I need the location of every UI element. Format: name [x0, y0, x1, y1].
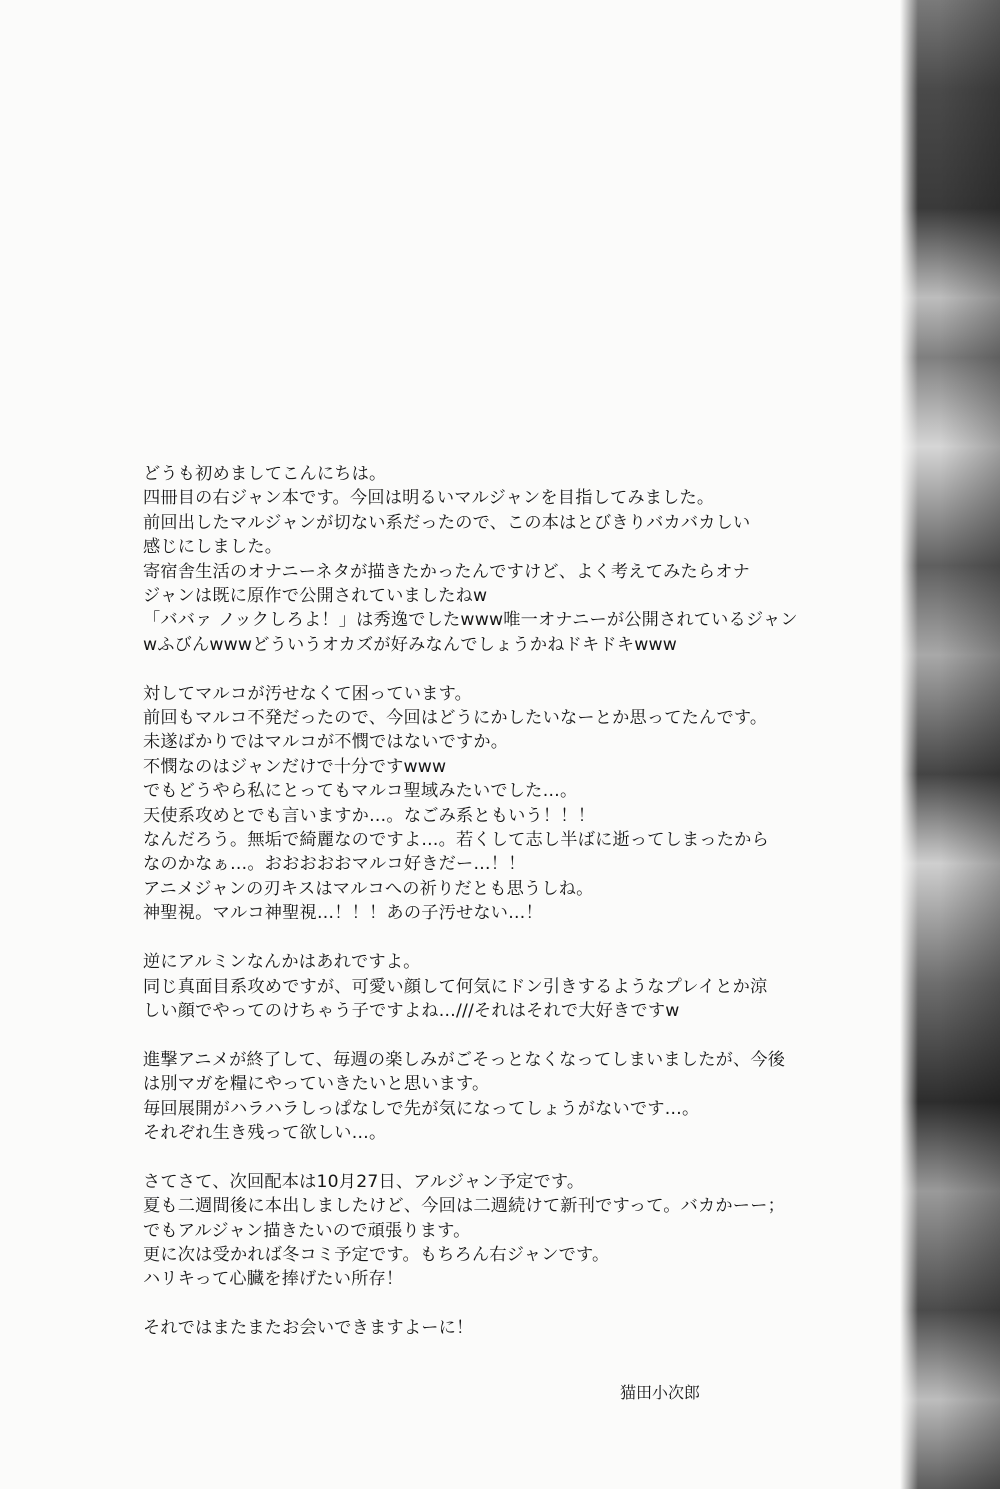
paragraph-armin [143, 950, 863, 1023]
cover-illustration-edge [900, 0, 1000, 1489]
text-line: 対してマルコが汚せなくて困っています。 [143, 683, 472, 704]
text-line: それぞれ生き残って欲しい…。 [143, 1122, 387, 1143]
text-line: それではまたまたお会いできますよーに！ [143, 1318, 474, 1339]
text-line: ハリキって心臓を捧げたい所存！ [143, 1269, 404, 1290]
text-line: 更に次は受かれば冬コミ予定です。もちろん右ジャンです。 [143, 1244, 610, 1265]
text-line: 感じにしました。 [143, 537, 283, 558]
text-line: 前回出したマルジャンが切ない系だったので、この本はとびきりバカバカしい [143, 512, 751, 533]
text-line: 四冊目の右ジャン本です。今回は明るいマルジャンを目指してみました。 [143, 488, 715, 509]
paragraph-greeting [143, 462, 863, 657]
text-line: どうも初めましてこんにちは。 [143, 464, 387, 484]
text-line: しい顔でやってのけちゃう子ですよね…///それはそれで大好きですw [143, 1000, 680, 1021]
afterword-body [143, 462, 863, 1365]
text-line: 進撃アニメが終了して、毎週の楽しみがごそっとなくなってしまいましたが、今後 [143, 1049, 786, 1070]
text-line: は別マガを糧にやっていきたいと思います。 [143, 1074, 490, 1095]
text-line: wふびんwwwどういうオカズが好みなんでしょうかねドキドキwww [143, 634, 677, 655]
paragraph-marco [143, 682, 863, 926]
text-line: 同じ真面目系攻めですが、可愛い顔して何気にドン引きするようなプレイとか涼 [143, 976, 768, 997]
text-line: 未遂ばかりではマルコが不憫ではないですか。 [143, 732, 509, 753]
text-line: 不憫なのはジャンだけで十分ですwww [143, 756, 447, 777]
text-line: アニメジャンの刃キスはマルコへの祈りだとも思うしね。 [143, 878, 594, 899]
text-line: 毎回展開がハラハラしっぱなしで先が気になってしょうがないです…。 [143, 1098, 700, 1119]
text-line: でもどうやら私にとってもマルコ聖域みたいでした…。 [143, 781, 578, 802]
text-line: 寄宿舎生活のオナニーネタが描きたかったんですけど、よく考えてみたらオナ [143, 561, 751, 582]
text-line: でもアルジャン描きたいので頑張ります。 [143, 1220, 471, 1241]
paragraph-next-release [143, 1170, 863, 1292]
text-line: さてさて、次回配本は10月27日、アルジャン予定です。 [143, 1171, 585, 1192]
text-line: 「ババァ ノックしろよ！」は秀逸でしたwww唯一オナニーが公開されているジャン [143, 610, 798, 631]
text-line: 逆にアルミンなんかはあれですよ。 [143, 952, 421, 973]
text-line: ジャンは既に原作で公開されていましたねw [143, 586, 488, 607]
text-line: なんだろう。無垢で綺麗なのですよ…。若くして志し半ばに逝ってしまったから [143, 830, 769, 851]
text-line: 天使系攻めとでも言いますか…。なごみ系ともいう！！！ [143, 805, 596, 826]
text-line: 前回もマルコ不発だったので、今回はどうにかしたいなーとか思ってたんです。 [143, 708, 768, 729]
text-line: 神聖視。マルコ神聖視…！！！あの子汚せない…！ [143, 903, 543, 924]
author-signature: 猫田小次郎 [620, 1383, 701, 1402]
paragraph-closing [143, 1316, 863, 1340]
paragraph-anime [143, 1048, 863, 1146]
text-line: なのかなぁ…。おおおおおマルコ好きだー…！！ [143, 854, 526, 875]
text-line: 夏も二週間後に本出しましたけど、今回は二週続けて新刊ですって。バカかーー； [143, 1196, 785, 1217]
